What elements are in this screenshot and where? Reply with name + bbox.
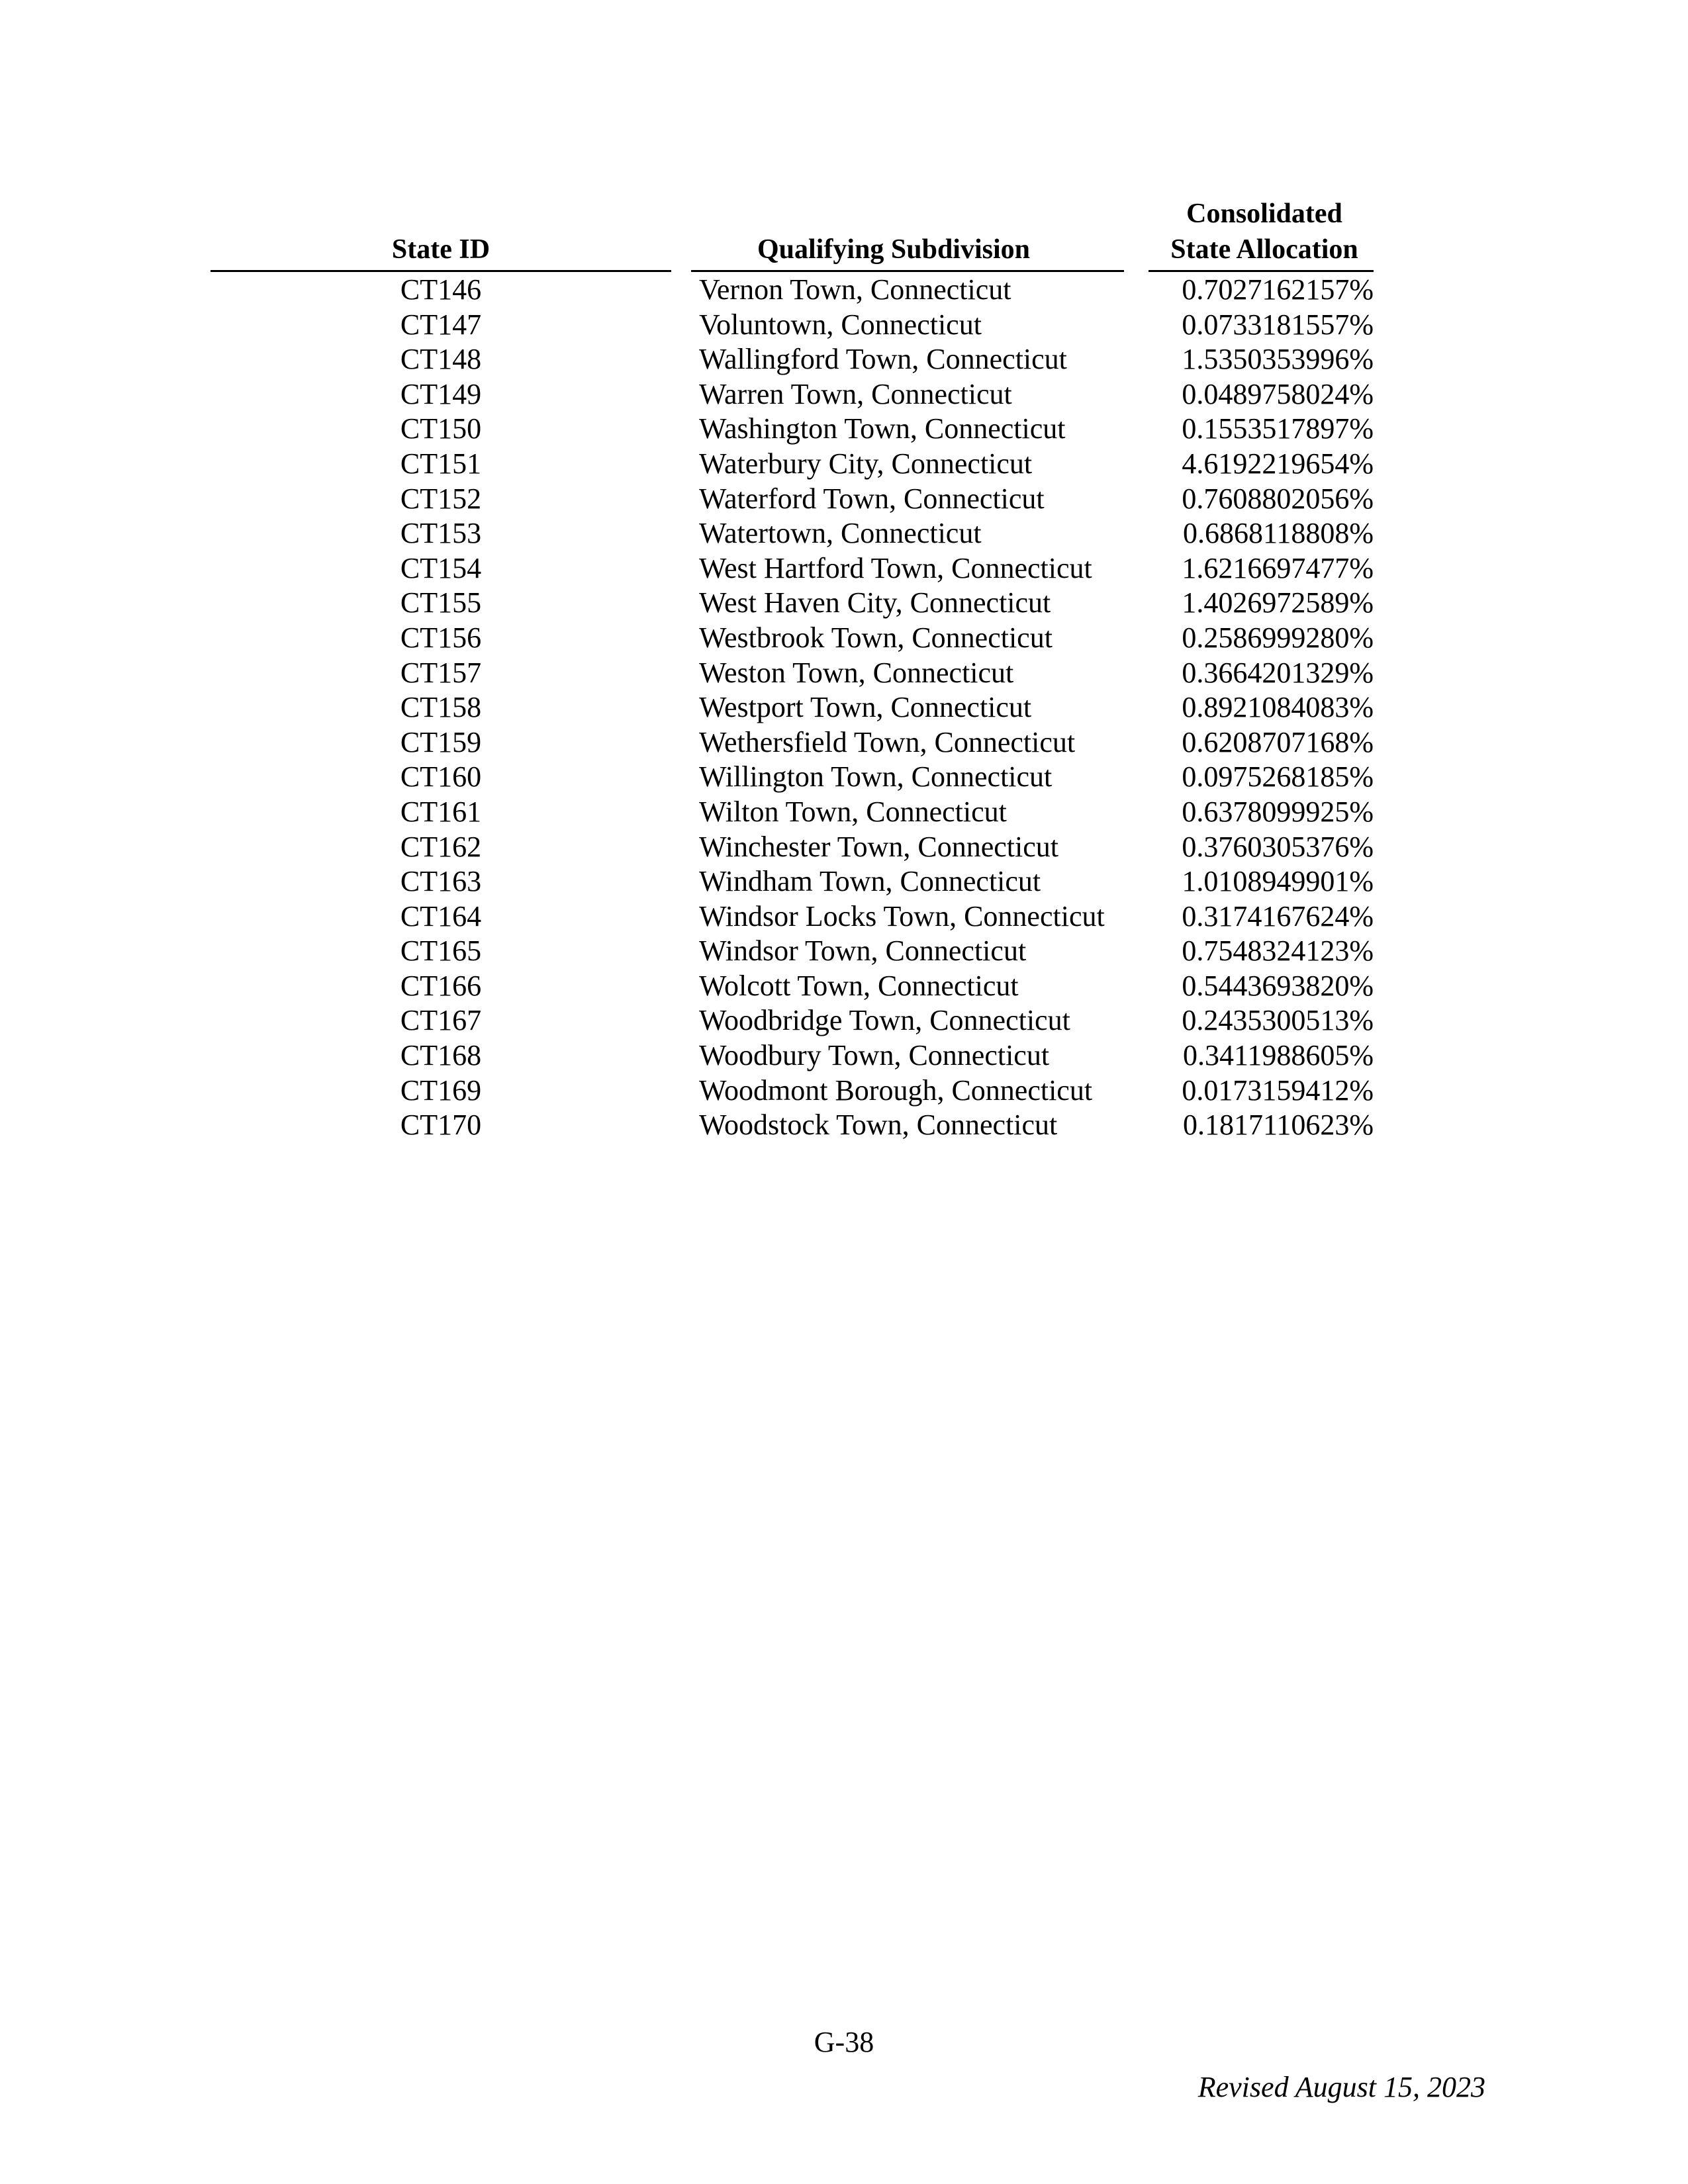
- state-id-cell: CT168: [400, 1039, 482, 1072]
- state-id-cell: CT156: [400, 621, 482, 654]
- subdivision-cell: Westbrook Town, Connecticut: [699, 621, 1053, 654]
- state-id-cell: CT149: [400, 377, 482, 410]
- state-id-cell: CT154: [400, 551, 482, 584]
- allocation-cell: 0.0733181557%: [1182, 308, 1374, 341]
- table-row: [0, 1108, 1688, 1143]
- state-id-cell: CT152: [400, 482, 482, 515]
- state-id-cell: CT159: [400, 725, 482, 758]
- subdivision-cell: Washington Town, Connecticut: [699, 412, 1066, 445]
- subdivision-cell: Wethersfield Town, Connecticut: [699, 725, 1076, 758]
- state-id-cell: CT165: [400, 934, 482, 968]
- allocation-cell: 0.1817110623%: [1182, 1109, 1374, 1142]
- state-id-cell: CT166: [400, 969, 482, 1002]
- state-id-cell: CT167: [400, 1004, 482, 1037]
- state-id-cell: CT146: [400, 273, 482, 306]
- allocation-cell: 0.0489758024%: [1182, 377, 1374, 410]
- revised-date: Revised August 15, 2023: [1197, 2071, 1485, 2103]
- subdivision-cell: Voluntown, Connecticut: [699, 308, 982, 341]
- table-row: [0, 447, 1688, 482]
- allocation-cell: 0.5443693820%: [1182, 969, 1374, 1002]
- table-row: [0, 656, 1688, 691]
- table-row: [0, 412, 1688, 447]
- header-allocation-line1: Consolidated: [1186, 199, 1342, 229]
- state-id-cell: CT147: [400, 308, 482, 341]
- state-id-cell: CT150: [400, 412, 482, 445]
- subdivision-cell: Warren Town, Connecticut: [699, 377, 1012, 410]
- subdivision-cell: Woodbridge Town, Connecticut: [699, 1004, 1070, 1037]
- header-allocation-line2: State Allocation: [1170, 234, 1358, 265]
- state-id-cell: CT157: [400, 656, 482, 689]
- allocation-cell: 0.2586999280%: [1182, 621, 1374, 654]
- subdivision-cell: West Haven City, Connecticut: [699, 586, 1051, 619]
- table-row: [0, 273, 1688, 308]
- state-id-cell: CT161: [400, 795, 482, 828]
- table-row: [0, 308, 1688, 343]
- allocation-cell: 0.2435300513%: [1182, 1004, 1374, 1037]
- header-underline-allocation: [1149, 270, 1374, 272]
- subdivision-cell: Wallingford Town, Connecticut: [699, 343, 1067, 376]
- table-row: [0, 482, 1688, 517]
- subdivision-cell: Westport Town, Connecticut: [699, 691, 1032, 724]
- allocation-cell: 0.6378099925%: [1182, 795, 1374, 828]
- allocation-cell: 0.7027162157%: [1182, 273, 1374, 306]
- table-body: [0, 273, 1688, 1143]
- table-row: [0, 377, 1688, 412]
- allocation-cell: 0.6868118808%: [1182, 517, 1374, 550]
- subdivision-cell: Wolcott Town, Connecticut: [699, 969, 1019, 1002]
- allocation-cell: 0.8921084083%: [1182, 691, 1374, 724]
- state-id-cell: CT158: [400, 691, 482, 724]
- table-row: [0, 586, 1688, 621]
- allocation-cell: 0.7548324123%: [1182, 934, 1374, 968]
- state-id-cell: CT162: [400, 830, 482, 863]
- table-row: [0, 830, 1688, 865]
- allocation-cell: 0.0173159412%: [1182, 1073, 1374, 1107]
- table-row: [0, 551, 1688, 586]
- table-row: [0, 864, 1688, 899]
- state-id-cell: CT151: [400, 447, 482, 480]
- table-row: [0, 899, 1688, 934]
- allocation-cell: 1.4026972589%: [1182, 586, 1374, 619]
- state-id-cell: CT148: [400, 343, 482, 376]
- subdivision-cell: Waterbury City, Connecticut: [699, 447, 1033, 480]
- table-row: [0, 621, 1688, 656]
- subdivision-cell: Woodstock Town, Connecticut: [699, 1109, 1058, 1142]
- subdivision-cell: Windsor Town, Connecticut: [699, 934, 1027, 968]
- allocation-cell: 0.3760305376%: [1182, 830, 1374, 863]
- subdivision-cell: Woodmont Borough, Connecticut: [699, 1073, 1093, 1107]
- table-row: [0, 516, 1688, 551]
- allocation-cell: 1.6216697477%: [1182, 551, 1374, 584]
- allocation-cell: 0.3411988605%: [1182, 1039, 1374, 1072]
- allocation-cell: 1.0108949901%: [1182, 865, 1374, 898]
- table-row: [0, 1003, 1688, 1038]
- subdivision-cell: Wilton Town, Connecticut: [699, 795, 1007, 828]
- allocation-cell: 1.5350353996%: [1182, 343, 1374, 376]
- allocation-cell: 0.3664201329%: [1182, 656, 1374, 689]
- table-row: [0, 725, 1688, 760]
- header-qualifying-subdivision: Qualifying Subdivision: [757, 234, 1031, 265]
- subdivision-cell: Waterford Town, Connecticut: [699, 482, 1045, 515]
- table-row: [0, 795, 1688, 830]
- subdivision-cell: Windsor Locks Town, Connecticut: [699, 899, 1105, 933]
- subdivision-cell: Willington Town, Connecticut: [699, 760, 1053, 794]
- table-row: [0, 690, 1688, 725]
- state-id-cell: CT153: [400, 517, 482, 550]
- page-number: G-38: [814, 2026, 874, 2058]
- table-row: [0, 760, 1688, 795]
- subdivision-cell: Vernon Town, Connecticut: [699, 273, 1011, 306]
- table-row: [0, 934, 1688, 969]
- subdivision-cell: Winchester Town, Connecticut: [699, 830, 1058, 863]
- header-state-id: State ID: [391, 234, 491, 265]
- state-id-cell: CT155: [400, 586, 482, 619]
- allocation-cell: 0.6208707168%: [1182, 725, 1374, 758]
- table-row: [0, 969, 1688, 1004]
- allocation-cell: 0.3174167624%: [1182, 899, 1374, 933]
- allocation-cell: 0.1553517897%: [1182, 412, 1374, 445]
- state-id-cell: CT164: [400, 899, 482, 933]
- header-underline-state-id: [211, 270, 671, 272]
- header-underline-subdivision: [691, 270, 1124, 272]
- state-id-cell: CT170: [400, 1109, 482, 1142]
- state-id-cell: CT160: [400, 760, 482, 794]
- subdivision-cell: Windham Town, Connecticut: [699, 865, 1041, 898]
- table-row: [0, 1073, 1688, 1109]
- table-row: [0, 1038, 1688, 1073]
- subdivision-cell: Weston Town, Connecticut: [699, 656, 1014, 689]
- subdivision-cell: Woodbury Town, Connecticut: [699, 1039, 1050, 1072]
- table-row: [0, 342, 1688, 377]
- subdivision-cell: West Hartford Town, Connecticut: [699, 551, 1092, 584]
- state-id-cell: CT169: [400, 1073, 482, 1107]
- subdivision-cell: Watertown, Connecticut: [699, 517, 982, 550]
- allocation-cell: 4.6192219654%: [1182, 447, 1374, 480]
- allocation-cell: 0.7608802056%: [1182, 482, 1374, 515]
- allocation-cell: 0.0975268185%: [1182, 760, 1374, 794]
- state-id-cell: CT163: [400, 865, 482, 898]
